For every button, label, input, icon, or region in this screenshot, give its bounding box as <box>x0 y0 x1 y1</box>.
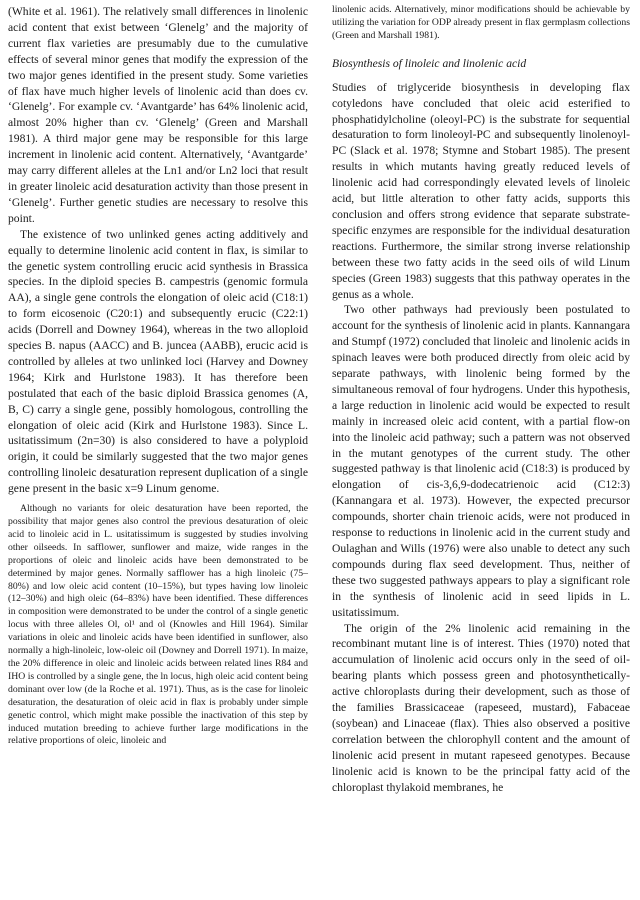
paragraph-continuation: linolenic acids. Alternatively, minor modifications should be achievable by utilizing the variation for ODP already present in flax germplasm collections (Green and Marshall 1981). <box>332 4 630 41</box>
left-column <box>8 4 308 748</box>
section-heading-biosynthesis: Biosynthesis of linoleic and linolenic acid <box>332 56 527 70</box>
paragraph-origin-of-linolenic: The origin of the 2% linolenic acid remaining in the recombinant mutant line is of interest. Thies (1970) noted that accumulation of linolenic acid occurs only in the seed of oil-bearing plants which possess green and photosynthetically-active chloroplasts during their development, such as those of the families Brassicaceae (rapeseed, mustard), Fabaceae (soybean) and Linaceae (flax). Thies also observed a positive correlation between the chlorophyll content and the amount of linolenic acid present in mutant rapeseed genotypes. Because linolenic acid is known to be the principal fatty acid of the chloroplast thylakoid membranes, he <box>332 621 630 794</box>
paragraph-other-pathways: Two other pathways had previously been postulated to account for the synthesis of linolenic acid in plants. Kannangara and Stumpf (1972) concluded that linoleic and linolenic acids in spinach leaves were both produced directly from oleic acid by separate pathways, with linolenic being formed by the simultaneous removal of four hydrogens. Under this hypothesis, a large reduction in linolenic acid would be expected to result mainly in increased oleic acid content, with a partial flow-on into the linoleic acid pathway; such a pattern was not observed in the mutant genotypes of the current study. The other suggested pathway is that linolenic acid (C18:3) is produced by elongation of cis-3,6,9-dodecatrienoic acid (C12:3) (Kannangara et al. 1973). However, the expected precursor compounds, shorter chain trienoic acids, were not produced in response to reductions in linolenic acid in the current study and Oulaghan and Wills (1976) were also unable to detect any such compounds during flax seed development. Thus, neither of these two suggested pathways appears to play a significant role in the synthesis of linolenic acid in seed lipids in L. usitatissimum. <box>332 303 630 619</box>
paragraph-two-unlinked-genes: The existence of two unlinked genes acting additively and equally to determine linolenic acid content in flax, is similar to the genetic system controlling erucic acid synthesis in Brassica species. In the diploid species B. campestris (genomic formula AA), a single gene controls the elongation of oleic acid (C18:1) to form eicosenoic (C20:1) and subsequently erucic (C22:1) acids (Dorrell and Downey 1964), whereas in the two alloploid species B. napus (AACC) and B. juncea (AABB), erucic acid is controlled by alleles at two unlinked loci (Harvey and Downey 1964; Kirk and Hurlstone 1983). It has therefore been postulated that each of the basic diploid Brassica genomes (A, B, C) carry a single gene, possibly homologous, controlling the elongation of oleic acid (Kirk and Hurlstone 1983). Since L. usitatissimum (2n=30) is also considered to have a polyploid origin, it could be similarly suggested that the two major genes controlling linoleic desaturation represent duplication of a single gene present in the basic x=9 Linum genome. <box>8 227 308 496</box>
right-column <box>332 4 630 796</box>
paragraph-triglyceride-studies: Studies of triglyceride biosynthesis in developing flax cotyledons have concluded that oleic acid esterified to phosphatidylcholine (oleoyl-PC) is the substrate for sequential desaturation to form linoleoyl-PC and subsequently linolenoyl-PC (Slack et al. 1978; Stymne and Stobart 1985). The present results in which mutants having greatly reduced levels of linolenic acid had correspondingly elevated levels of linoleic acid, but little alteration to other fatty acids, supports this conclusion and offers strong evidence that separate substrate-specific enzymes are responsible for the individual desaturation reactions. Furthermore, the similar strong inverse relationship between these two fatty acids in the seed oils of wild Linum species (Green 1983) suggests that this pathway operates in the genus as a whole. <box>332 80 630 301</box>
paragraph-oleic-desaturation: Although no variants for oleic desaturation have been reported, the possibility that major genes also control the previous desaturation of oleic acid to linoleic acid in L. usitatissimum is suggested by studies involving other oilseeds. In safflower, sunflower and maize, wide ranges in the proportions of oleic and linoleic acids have been demonstrated to be determined by major genes. Normally safflower has a high linoleic (75–80%) and low oleic acid content (10–15%), but types having low linoleic (12–30%) and high oleic (64–83%) have been identified. These differences in composition were demonstrated to be under the control of a single genetic locus with three alleles Ol, ol¹ and ol (Knowles and Hill 1964). Similar variations in oleic and linoleic acids have been identified in sunflower, also normally a high-linoleic, low-oleic oil (Downey and Dorrell 1971). In maize, the 20% difference in oleic and linoleic acids between related lines R84 and IHO is controlled by a single gene, the ln locus, high oleic acid content being dominant over low (de la Roche et al. 1971). Thus, as is the case for linoleic desaturation, the desaturation of oleic acid in flax is probably under simple genetic control, which might make possible the inactivation of this step by induced mutation breeding to achieve further large modifications in the relative proportions of oleic, linoleic and <box>8 503 308 747</box>
paragraph-minor-genes: (White et al. 1961). The relatively small differences in linolenic acid content that exist between ‘Glenelg’ and the majority of current flax varieties are presumably due to the cumulative effects of several minor genes that modify the expression of the two major genes identified in the present study. Some varieties of flax have much higher levels of linolenic acid than does cv. ‘Glenelg’. For example cv. ‘Avantgarde’ has 64% linolenic acid, almost 20% higher than cv. ‘Glenelg’ (Green and Marshall 1981). A third major gene may be responsible for this large increment in linolenic acid content. Alternatively, ‘Avantgarde’ may carry different alleles at the Ln1 and/or Ln2 loci that result in greater linoleic acid desaturation activity than those present in ‘Glenelg’. Further genetic studies are necessary to resolve this point. <box>8 5 308 225</box>
